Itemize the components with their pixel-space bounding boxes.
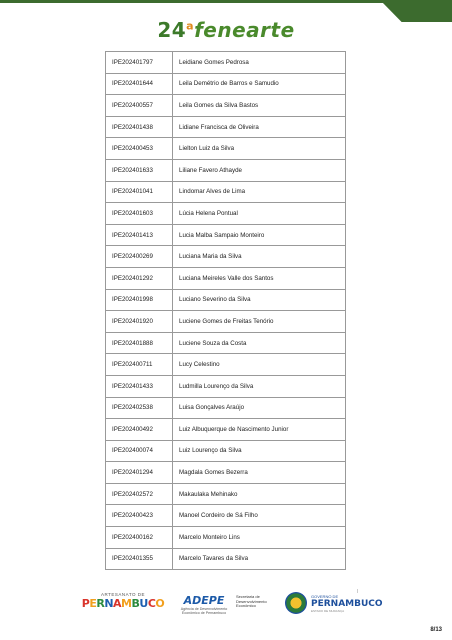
participant-name-cell: Marcelo Monteiro Lins: [173, 527, 346, 549]
gov-tiny-text: ESTADO DE MUDANÇA: [311, 608, 345, 613]
table-row: [106, 95, 346, 117]
participant-name-cell: Leidiane Gomes Pedrosa: [173, 52, 346, 74]
participant-name-cell: Luisa Gonçalves Araújo: [173, 397, 346, 419]
participant-name-cell: Lielton Luiz da Silva: [173, 138, 346, 160]
table-row: [106, 138, 346, 160]
table-row: [106, 203, 346, 225]
logo-number: 24: [157, 18, 187, 42]
table-row: [106, 375, 346, 397]
table-row: [106, 159, 346, 181]
adepe-big-text: ADEPE: [183, 594, 225, 607]
registration-code-cell: IPE202401041: [106, 181, 173, 203]
table-row: [106, 181, 346, 203]
registration-code-cell: IPE202400423: [106, 505, 173, 527]
participant-name-cell: Liliane Favero Athayde: [173, 159, 346, 181]
participant-name-cell: Marcelo Tavares da Silva: [173, 548, 346, 570]
participant-name-cell: Lindomar Alves de Lima: [173, 181, 346, 203]
participant-name-cell: Makaulaka Mehinako: [173, 483, 346, 505]
registration-code-cell: IPE202400074: [106, 440, 173, 462]
participant-name-cell: Magdala Gomes Bezerra: [173, 462, 346, 484]
state-seal-icon: [285, 592, 307, 614]
participant-name-cell: Lúcia Helena Pontual: [173, 203, 346, 225]
registration-code-cell: IPE202401603: [106, 203, 173, 225]
registration-code-cell: IPE202401797: [106, 52, 173, 74]
participant-name-cell: Ludmilla Lourenço da Silva: [173, 375, 346, 397]
table-row: [106, 224, 346, 246]
participant-name-cell: Lucy Celestino: [173, 354, 346, 376]
registration-code-cell: IPE202401438: [106, 116, 173, 138]
registration-code-cell: IPE202400269: [106, 246, 173, 268]
participant-name-cell: Luciene Gomes de Freitas Tenório: [173, 311, 346, 333]
table-row: [106, 462, 346, 484]
participant-name-cell: Luciene Souza da Costa: [173, 332, 346, 354]
registration-code-cell: IPE202401998: [106, 289, 173, 311]
logo-word: fenearte: [194, 18, 295, 42]
participants-table: [105, 51, 346, 570]
artesanato-small-text: ARTESANATO DE: [100, 592, 145, 597]
table-row: [106, 440, 346, 462]
registration-code-cell: IPE202401644: [106, 73, 173, 95]
participant-name-cell: Lucia Malba Sampaio Monteiro: [173, 224, 346, 246]
participant-name-cell: Leila Demétrio de Barros e Samudio: [173, 73, 346, 95]
participant-name-cell: Luciana Meireles Valle dos Santos: [173, 267, 346, 289]
registration-code-cell: IPE202401355: [106, 548, 173, 570]
table-row: [106, 267, 346, 289]
registration-code-cell: IPE202400453: [106, 138, 173, 160]
participants-table-body: [106, 52, 346, 570]
table-row: [106, 483, 346, 505]
participant-name-cell: Leila Gomes da Silva Bastos: [173, 95, 346, 117]
registration-code-cell: IPE202402572: [106, 483, 173, 505]
secretaria-logo: [236, 595, 284, 609]
table-row: [106, 354, 346, 376]
footer-logos: [0, 592, 452, 632]
table-row: [106, 527, 346, 549]
table-row: [106, 116, 346, 138]
registration-code-cell: IPE202400492: [106, 419, 173, 441]
participant-name-cell: Luiz Albuquerque de Nascimento Junior: [173, 419, 346, 441]
registration-code-cell: IPE202402538: [106, 397, 173, 419]
fenearte-logo: [0, 18, 452, 42]
participant-name-cell: Manoel Cordeiro de Sá Filho: [173, 505, 346, 527]
table-row: [106, 397, 346, 419]
logo-superscript: a: [186, 19, 195, 33]
registration-code-cell: IPE202401920: [106, 311, 173, 333]
registration-code-cell: IPE202401888: [106, 332, 173, 354]
top-band-line: [0, 0, 390, 3]
registration-code-cell: IPE202401294: [106, 462, 173, 484]
registration-code-cell: IPE202401433: [106, 375, 173, 397]
gov-big-text: PERNAMBUCO: [311, 598, 383, 609]
table-row: [106, 332, 346, 354]
table-row: [106, 246, 346, 268]
table-row: [106, 419, 346, 441]
table-row: [106, 505, 346, 527]
registration-code-cell: IPE202400557: [106, 95, 173, 117]
side-mark: I: [357, 589, 359, 595]
gov-small-text: GOVERNO DE: [311, 593, 339, 599]
registration-code-cell: IPE202400711: [106, 354, 173, 376]
registration-code-cell: IPE202401292: [106, 267, 173, 289]
registration-code-cell: IPE202400162: [106, 527, 173, 549]
participant-name-cell: Lidiane Francisca de Oliveira: [173, 116, 346, 138]
artesanato-big-text: PERNAMBUCO: [81, 597, 165, 610]
table-row: [106, 548, 346, 570]
participant-name-cell: Luiz Lourenço da Silva: [173, 440, 346, 462]
table-row: [106, 311, 346, 333]
top-band: [0, 0, 452, 16]
registration-code-cell: IPE202401633: [106, 159, 173, 181]
adepe-small-text: Agência de Desenvolvimento Econômico de Pernambuco: [180, 607, 228, 615]
participant-name-cell: Luciano Severino da Silva: [173, 289, 346, 311]
table-row: [106, 289, 346, 311]
page-number: 8/13: [430, 627, 442, 633]
table-row: [106, 73, 346, 95]
secretaria-text: Secretaria de Desenvolvimento Econômico: [236, 594, 267, 609]
adepe-logo: [176, 594, 232, 615]
participant-name-cell: Luciana Maria da Silva: [173, 246, 346, 268]
artesanato-logo: [82, 592, 164, 610]
governo-pernambuco-logo: [285, 592, 383, 614]
table-row: [106, 52, 346, 74]
registration-code-cell: IPE202401413: [106, 224, 173, 246]
